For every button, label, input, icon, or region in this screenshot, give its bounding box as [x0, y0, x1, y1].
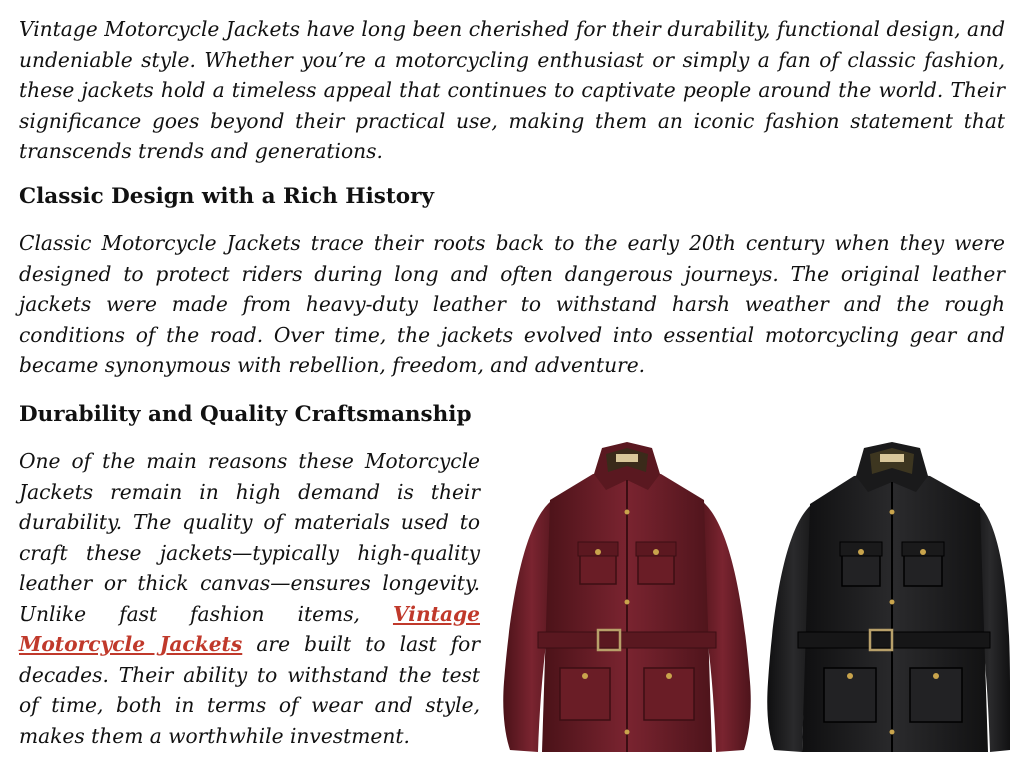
section-heading-durability: Durability and Quality Craftsmanship [19, 402, 472, 427]
black-jacket [767, 442, 1010, 752]
maroon-jacket [503, 442, 751, 752]
jackets-product-image [498, 432, 1010, 762]
durability-text-before: One of the main reasons these Motorcycle Jackets remain in high demand is their durability. The quality of materials used to craft these jackets—typically high-quality leather or thick canvas—ensures longevity. Unlike fast fashion items, [19, 449, 480, 626]
intro-paragraph: Vintage Motorcycle Jackets have long been cherished for their durability, functional design, and undeniable style. Whether you’re a motorcycling enthusiast or simply a fan of classic fashion, these jackets hold a timeless appeal that continues to captivate people around the world. Their significance goes beyond their practical use, making them an iconic fashion statement that transcends trends and generations. [19, 17, 1005, 163]
durability-text-after: are built to last for decades. Their ability to withstand the test of time, both in terms of wear and style, makes them a worthwhile investment. [19, 632, 480, 748]
history-paragraph: Classic Motorcycle Jackets trace their roots back to the early 20th century when they were designed to protect riders during long and often dangerous journeys. The original leather jackets were made from heavy-duty leather to withstand harsh weather and the rough conditions of the road. Over time, the jackets evolved into essential motorcycling gear and became synonymous with rebellion, freedom, and adventure. [19, 231, 1005, 377]
vintage-jackets-link[interactable]: Vintage Motorcycle Jackets [19, 601, 480, 656]
section-heading-history: Classic Design with a Rich History [19, 184, 434, 209]
durability-paragraph [19, 446, 480, 751]
